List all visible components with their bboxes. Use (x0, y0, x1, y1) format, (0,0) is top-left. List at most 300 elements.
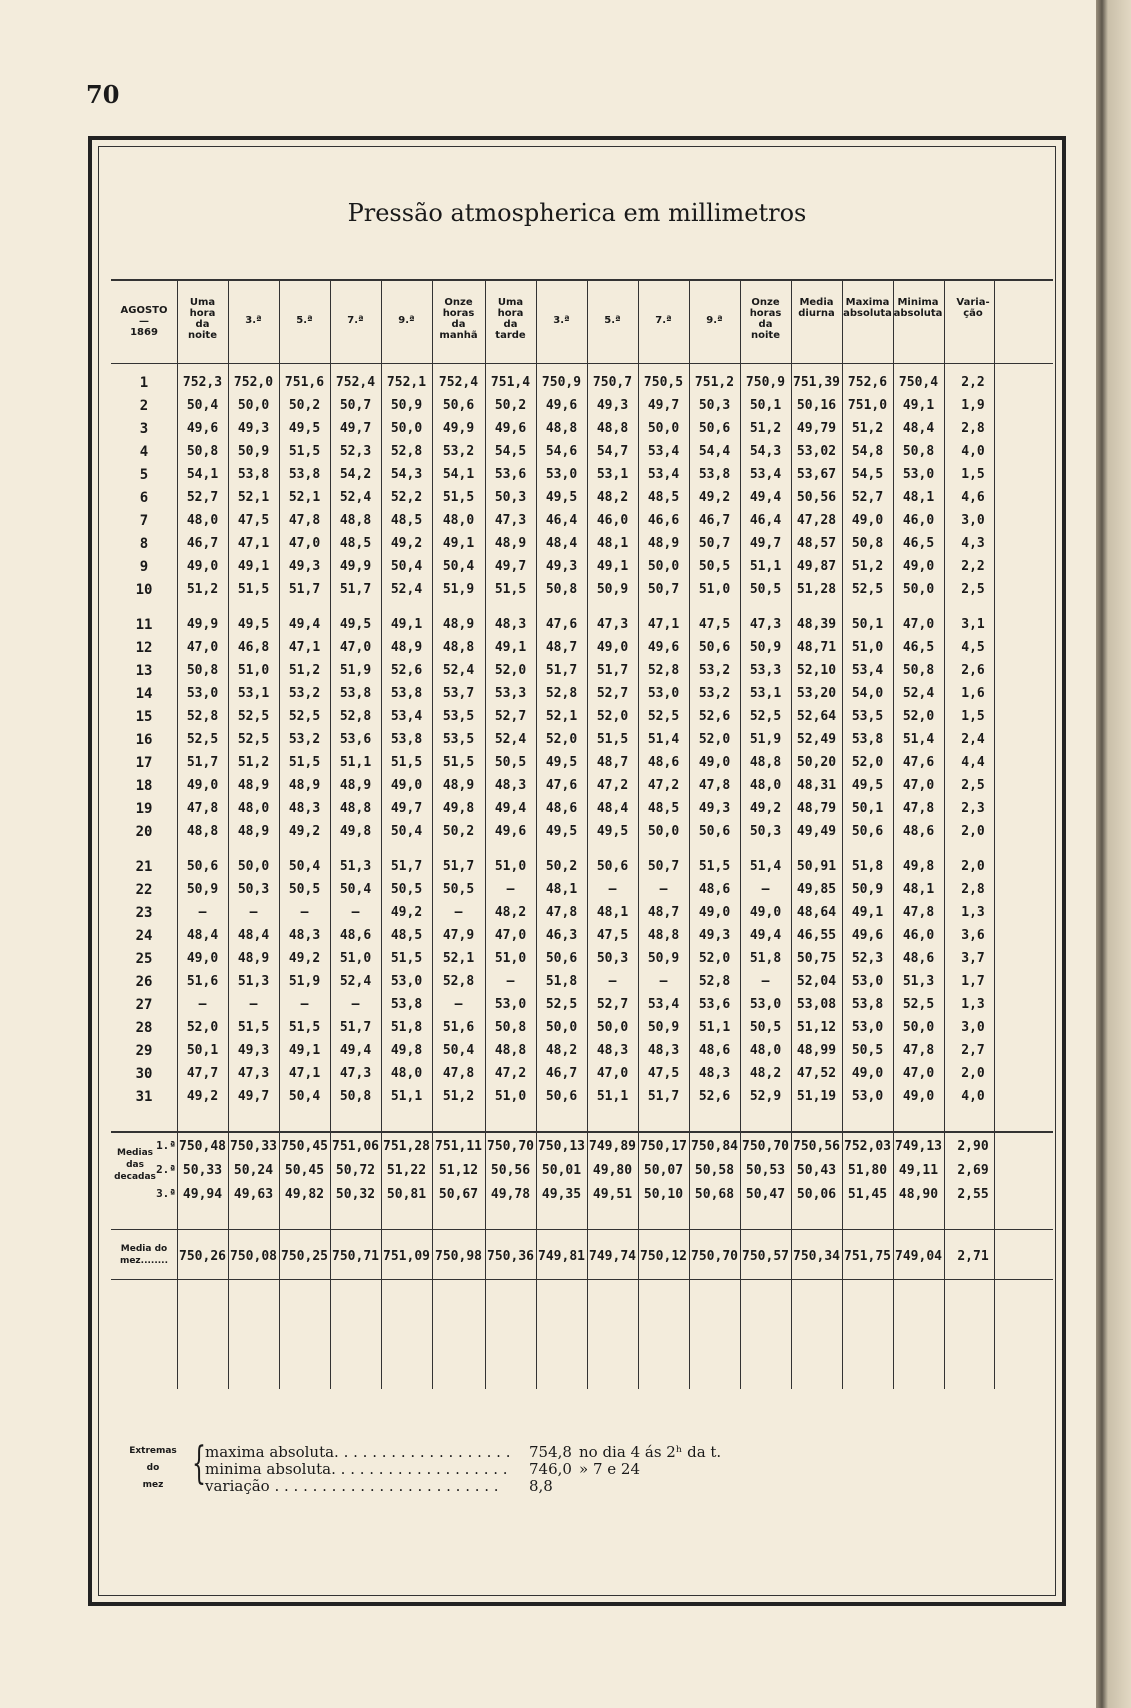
table-cell: 51,1 (390, 1089, 423, 1104)
column-header: Onze horas da manhã (439, 297, 478, 341)
table-cell: 49,6 (494, 421, 527, 436)
table-cell: 752,4 (335, 375, 376, 390)
day-number: 20 (135, 824, 153, 840)
table-cell: 48,1 (596, 536, 629, 551)
day-number: 29 (135, 1043, 153, 1059)
table-cell: 46,4 (749, 513, 782, 528)
day-number: 25 (135, 951, 153, 967)
table-cell: 46,8 (237, 640, 270, 655)
table-cell: 48,64 (796, 905, 837, 920)
table-cell: 50,2 (288, 398, 321, 413)
table-cell: 50,1 (749, 398, 782, 413)
table-cell: 49,0 (902, 1089, 935, 1104)
extremas-item-name: variação . . . . . . . . . . . . . . . . . . . . . . . . (205, 1477, 499, 1495)
extremas-item-value: 8,8 (529, 1477, 553, 1495)
table-cell: 50,8 (545, 582, 578, 597)
table-cell: 53,0 (902, 467, 935, 482)
table-cell: 53,8 (851, 997, 884, 1012)
table-cell: 50,5 (749, 1020, 782, 1035)
table-cell: 53,5 (442, 732, 475, 747)
extremas-item-name: maxima absoluta. . . . . . . . . . . . . . . . . . . (205, 1443, 511, 1461)
table-cell: 49,1 (596, 559, 629, 574)
table-cell: 51,0 (339, 951, 372, 966)
table-cell: 53,4 (647, 997, 680, 1012)
table-cell: 47,8 (902, 801, 935, 816)
table-cell: 752,0 (233, 375, 274, 390)
table-cell: 48,5 (339, 536, 372, 551)
mez-cell: 750,70 (691, 1249, 738, 1264)
table-cell: 50,9 (186, 882, 219, 897)
table-cell: 52,10 (796, 663, 837, 678)
table-cell: 52,0 (902, 709, 935, 724)
table-cell: 49,8 (390, 1043, 423, 1058)
table-cell: 47,3 (596, 617, 629, 632)
table-cell: 50,0 (902, 582, 935, 597)
table-cell: 52,5 (237, 709, 270, 724)
table-cell: 47,0 (902, 1066, 935, 1081)
table-cell: 53,1 (749, 686, 782, 701)
table-cell: 49,4 (339, 1043, 372, 1058)
table-cell: 49,7 (390, 801, 423, 816)
table-cell: 50,0 (647, 559, 680, 574)
table-cell: — (506, 974, 515, 989)
table-cell: 49,0 (186, 559, 219, 574)
table-cell: 2,6 (961, 663, 985, 678)
table-cell: 52,0 (851, 755, 884, 770)
decada-cell: 750,56 (793, 1139, 840, 1154)
table-cell: 53,0 (851, 1020, 884, 1035)
table-cell: 51,9 (339, 663, 372, 678)
table-cell: 51,0 (698, 582, 731, 597)
extremas-item-note: no dia 4 ás 2ʰ da t. (579, 1443, 722, 1461)
table-cell: 49,1 (494, 640, 527, 655)
table-cell: 51,7 (186, 755, 219, 770)
table-cell: 2,7 (961, 1043, 985, 1058)
table-cell: — (659, 882, 668, 897)
table-cell: 47,0 (186, 640, 219, 655)
table-cell: 50,1 (851, 801, 884, 816)
table-cell: 47,3 (339, 1066, 372, 1081)
table-cell: 49,1 (902, 398, 935, 413)
table-cell: 51,2 (851, 421, 884, 436)
table-cell: 1,5 (961, 709, 985, 724)
table-cell: 750,9 (745, 375, 786, 390)
table-cell: 48,4 (545, 536, 578, 551)
decada-number: 3.ª (156, 1187, 176, 1200)
table-cell: — (454, 905, 463, 920)
mez-cell: 750,08 (230, 1249, 277, 1264)
table-cell: 52,9 (749, 1089, 782, 1104)
day-number: 15 (135, 709, 153, 725)
table-cell: 48,0 (749, 778, 782, 793)
table-cell: 53,0 (545, 467, 578, 482)
table-cell: 49,7 (237, 1089, 270, 1104)
table-cell: 4,0 (961, 444, 985, 459)
table-cell: 750,9 (541, 375, 582, 390)
table-cell: 51,5 (390, 755, 423, 770)
table-cell: 50,8 (339, 1089, 372, 1104)
decada-cell: 751,28 (383, 1139, 430, 1154)
table-cell: 54,5 (851, 467, 884, 482)
table-cell: 751,39 (793, 375, 840, 390)
table-cell: 47,0 (902, 778, 935, 793)
decada-cell: 750,70 (742, 1139, 789, 1154)
table-cell: 53,0 (851, 1089, 884, 1104)
table-cell: 50,7 (698, 536, 731, 551)
table-cell: 48,8 (596, 421, 629, 436)
table-cell: 46,7 (545, 1066, 578, 1081)
decada-cell: 50,01 (541, 1163, 582, 1178)
table-cell: 53,5 (851, 709, 884, 724)
table-cell: 52,6 (698, 1089, 731, 1104)
table-cell: 50,1 (186, 1043, 219, 1058)
table-cell: 48,0 (442, 513, 475, 528)
day-number: 6 (139, 490, 149, 506)
column-header: 5.ª (604, 315, 621, 326)
table-cell: 49,1 (237, 559, 270, 574)
table-cell: 3,0 (961, 513, 985, 528)
decada-cell: 50,53 (745, 1163, 786, 1178)
table-cell: 46,5 (902, 640, 935, 655)
column-header: Uma hora da tarde (495, 297, 526, 341)
table-cell: 53,20 (796, 686, 837, 701)
table-cell: 50,1 (851, 617, 884, 632)
table-cell: 52,0 (698, 732, 731, 747)
table-cell: 50,5 (698, 559, 731, 574)
table-cell: 48,9 (647, 536, 680, 551)
column-rule (944, 279, 945, 1389)
table-cell: 51,0 (494, 1089, 527, 1104)
table-cell: 51,19 (796, 1089, 837, 1104)
decada-cell: 50,07 (643, 1163, 684, 1178)
table-cell: 52,8 (186, 709, 219, 724)
table-cell: 49,4 (749, 928, 782, 943)
table-cell: 52,4 (339, 490, 372, 505)
table-cell: 49,6 (647, 640, 680, 655)
table-cell: 48,8 (442, 640, 475, 655)
table-cell: 50,6 (698, 640, 731, 655)
table-cell: 51,3 (902, 974, 935, 989)
table-cell: 46,3 (545, 928, 578, 943)
decada-cell: 50,33 (182, 1163, 223, 1178)
table-cell: 53,0 (390, 974, 423, 989)
column-header: 9.ª (398, 315, 415, 326)
table-cell: 49,5 (339, 617, 372, 632)
table-cell: — (454, 997, 463, 1012)
table-cell: 3,7 (961, 951, 985, 966)
table-cell: 48,8 (749, 755, 782, 770)
table-cell: 50,4 (442, 1043, 475, 1058)
table-cell: 49,0 (698, 905, 731, 920)
day-number: 10 (135, 582, 153, 598)
decada-cell: 50,45 (284, 1163, 325, 1178)
mez-cell: 2,71 (957, 1249, 989, 1264)
table-cell: 49,5 (596, 824, 629, 839)
table-cell: 50,8 (902, 444, 935, 459)
table-cell: 2,4 (961, 732, 985, 747)
table-cell: 750,7 (592, 375, 633, 390)
mez-cell: 750,12 (640, 1249, 687, 1264)
table-cell: 47,2 (647, 778, 680, 793)
table-cell: 50,3 (494, 490, 527, 505)
table-cell: 48,5 (390, 513, 423, 528)
column-header: 7.ª (347, 315, 364, 326)
table-cell: 47,8 (902, 1043, 935, 1058)
table-cell: 52,8 (390, 444, 423, 459)
table-cell: 49,1 (390, 617, 423, 632)
table-cell: 50,9 (237, 444, 270, 459)
table-cell: 51,0 (494, 859, 527, 874)
decada-cell: 751,06 (332, 1139, 379, 1154)
table-cell: 47,0 (288, 536, 321, 551)
table-cell: 3,1 (961, 617, 985, 632)
table-cell: 48,6 (545, 801, 578, 816)
table-cell: 51,12 (796, 1020, 837, 1035)
table-cell: 53,6 (339, 732, 372, 747)
table-cell: 52,5 (749, 709, 782, 724)
table-cell: 49,6 (186, 421, 219, 436)
decadas-label-line: Medias (116, 1148, 154, 1158)
day-number: 14 (135, 686, 153, 702)
table-cell: 49,9 (186, 617, 219, 632)
table-cell: 49,49 (796, 824, 837, 839)
table-cell: — (300, 905, 309, 920)
table-cell: 46,0 (902, 928, 935, 943)
table-cell: — (761, 882, 770, 897)
table-cell: 52,5 (237, 732, 270, 747)
day-number: 4 (139, 444, 149, 460)
mez-bottom-rule (111, 1279, 1053, 1280)
table-cell: 50,5 (442, 882, 475, 897)
table-cell: 50,9 (851, 882, 884, 897)
table-cell: 52,4 (902, 686, 935, 701)
table-cell: 1,9 (961, 398, 985, 413)
table-cell: 49,3 (237, 421, 270, 436)
extremas-item-value: 754,8 (529, 1443, 572, 1461)
decada-cell: 2,69 (957, 1163, 989, 1178)
table-cell: 47,52 (796, 1066, 837, 1081)
decada-cell: 2,90 (957, 1139, 989, 1154)
day-number: 17 (135, 755, 153, 771)
table-cell: 50,6 (545, 1089, 578, 1104)
table-cell: 51,4 (749, 859, 782, 874)
table-cell: 52,3 (851, 951, 884, 966)
table-cell: 49,7 (339, 421, 372, 436)
table-cell: 49,0 (698, 755, 731, 770)
day-number: 8 (139, 536, 149, 552)
table-cell: 48,9 (237, 951, 270, 966)
table-cell: 52,64 (796, 709, 837, 724)
table-cell: 47,8 (545, 905, 578, 920)
table-cell: 53,6 (494, 467, 527, 482)
table-cell: — (761, 974, 770, 989)
table-cell: 52,6 (390, 663, 423, 678)
decada-cell: 750,45 (281, 1139, 328, 1154)
table-cell: 48,8 (494, 1043, 527, 1058)
table-cell: 50,5 (288, 882, 321, 897)
table-cell: 48,2 (596, 490, 629, 505)
table-cell: 2,2 (961, 375, 985, 390)
table-cell: 49,0 (186, 951, 219, 966)
table-cell: 54,1 (442, 467, 475, 482)
table-cell: 51,7 (339, 582, 372, 597)
table-cell: 2,5 (961, 778, 985, 793)
table-cell: 4,5 (961, 640, 985, 655)
table-cell: 47,5 (698, 617, 731, 632)
table-cell: 50,4 (288, 1089, 321, 1104)
day-number: 18 (135, 778, 153, 794)
decada-cell: 50,47 (745, 1187, 786, 1202)
mez-label (113, 1243, 175, 1267)
table-cell: 48,5 (647, 490, 680, 505)
table-cell: 53,8 (390, 732, 423, 747)
table-cell: 52,1 (442, 951, 475, 966)
table-cell: 51,6 (186, 974, 219, 989)
table-cell: 50,0 (545, 1020, 578, 1035)
day-number: 2 (139, 398, 149, 414)
table-cell: 52,4 (442, 663, 475, 678)
table-cell: 47,9 (442, 928, 475, 943)
table-cell: 46,0 (596, 513, 629, 528)
day-number: 23 (135, 905, 153, 921)
decadas-top-rule (111, 1131, 1053, 1133)
table-cell: 49,6 (494, 824, 527, 839)
day-number: 9 (139, 559, 149, 575)
table-cell: 49,8 (902, 859, 935, 874)
table-cell: 1,6 (961, 686, 985, 701)
table-cell: 53,8 (237, 467, 270, 482)
table-cell: 48,9 (494, 536, 527, 551)
table-cell: 50,0 (647, 824, 680, 839)
table-cell: 52,5 (545, 997, 578, 1012)
table-cell: 53,8 (390, 997, 423, 1012)
table-cell: 48,9 (288, 778, 321, 793)
table-cell: 50,7 (647, 582, 680, 597)
decadas-label (113, 1147, 157, 1183)
table-cell: 47,8 (442, 1066, 475, 1081)
decada-cell: 749,13 (895, 1139, 942, 1154)
table-cell: 51,5 (288, 444, 321, 459)
table-cell: 49,7 (749, 536, 782, 551)
table-cell: 50,16 (796, 398, 837, 413)
decada-cell: 750,84 (691, 1139, 738, 1154)
table-cell: 50,4 (390, 824, 423, 839)
day-number: 22 (135, 882, 153, 898)
decada-cell: 750,17 (640, 1139, 687, 1154)
table-cell: 52,5 (186, 732, 219, 747)
table-cell: 50,8 (902, 663, 935, 678)
table-cell: 2,5 (961, 582, 985, 597)
mez-cell: 750,36 (487, 1249, 534, 1264)
table-cell: 49,4 (494, 801, 527, 816)
mez-cell: 749,74 (589, 1249, 636, 1264)
decada-cell: 49,78 (490, 1187, 531, 1202)
decada-cell: 50,10 (643, 1187, 684, 1202)
table-cell: 49,4 (288, 617, 321, 632)
table-cell: 48,39 (796, 617, 837, 632)
header-bottom-rule (111, 363, 1053, 364)
table-cell: 53,8 (390, 686, 423, 701)
day-number: 24 (135, 928, 153, 944)
table-cell: 48,3 (288, 928, 321, 943)
day-number: 5 (139, 467, 149, 483)
table-cell: 48,3 (494, 778, 527, 793)
column-header: Uma hora da noite (188, 297, 217, 341)
table-cell: 47,0 (902, 617, 935, 632)
mez-cell: 751,75 (844, 1249, 891, 1264)
table-cell: 53,0 (851, 974, 884, 989)
mez-cell: 750,98 (435, 1249, 482, 1264)
table-cell: 48,6 (339, 928, 372, 943)
table-cell: 52,04 (796, 974, 837, 989)
table-cell: 52,8 (339, 709, 372, 724)
table-cell: 51,5 (494, 582, 527, 597)
table-cell: 50,2 (494, 398, 527, 413)
decada-cell: 750,33 (230, 1139, 277, 1154)
table-cell: 50,9 (596, 582, 629, 597)
table-cell: 48,9 (390, 640, 423, 655)
table-cell: 49,6 (851, 928, 884, 943)
table-cell: 51,7 (339, 1020, 372, 1035)
decada-cell: 50,72 (335, 1163, 376, 1178)
decada-cell: 51,12 (438, 1163, 479, 1178)
table-cell: 1,3 (961, 997, 985, 1012)
table-cell: 52,7 (596, 686, 629, 701)
day-number: 27 (135, 997, 153, 1013)
table-cell: 50,4 (288, 859, 321, 874)
table-cell: 50,7 (647, 859, 680, 874)
decada-cell: 50,81 (386, 1187, 427, 1202)
mez-cell: 749,04 (895, 1249, 942, 1264)
table-cell: 48,7 (596, 755, 629, 770)
table-cell: 53,1 (237, 686, 270, 701)
table-cell: 50,0 (237, 859, 270, 874)
table-cell: 51,5 (237, 582, 270, 597)
table-cell: 47,3 (237, 1066, 270, 1081)
table-cell: 52,7 (851, 490, 884, 505)
table-cell: 49,2 (390, 536, 423, 551)
table-cell: 47,0 (596, 1066, 629, 1081)
table-cell: 50,8 (186, 663, 219, 678)
table-cell: 48,3 (596, 1043, 629, 1058)
table-cell: 48,5 (647, 801, 680, 816)
table-cell: 47,3 (749, 617, 782, 632)
decada-cell: 49,82 (284, 1187, 325, 1202)
month-label: AGOSTO (120, 305, 168, 316)
table-cell: 48,6 (902, 951, 935, 966)
table-cell: 52,0 (545, 732, 578, 747)
day-number: 30 (135, 1066, 153, 1082)
table-cell: 49,85 (796, 882, 837, 897)
table-cell: 51,9 (749, 732, 782, 747)
table-cell: 51,4 (902, 732, 935, 747)
table-cell: 52,0 (186, 1020, 219, 1035)
table-cell: 46,0 (902, 513, 935, 528)
table-cell: 48,0 (237, 801, 270, 816)
decada-cell: 752,03 (844, 1139, 891, 1154)
table-cell: 53,2 (698, 686, 731, 701)
column-header: Maxima absoluta (843, 297, 892, 319)
table-cell: 47,28 (796, 513, 837, 528)
table-cell: 53,7 (442, 686, 475, 701)
table-cell: 750,5 (643, 375, 684, 390)
extremas-brace: { (192, 1438, 206, 1489)
table-cell: 51,1 (749, 559, 782, 574)
column-header: 3.ª (553, 315, 570, 326)
month-dash: — (139, 316, 149, 327)
decada-cell: 50,68 (694, 1187, 735, 1202)
table-cell: 51,3 (339, 859, 372, 874)
